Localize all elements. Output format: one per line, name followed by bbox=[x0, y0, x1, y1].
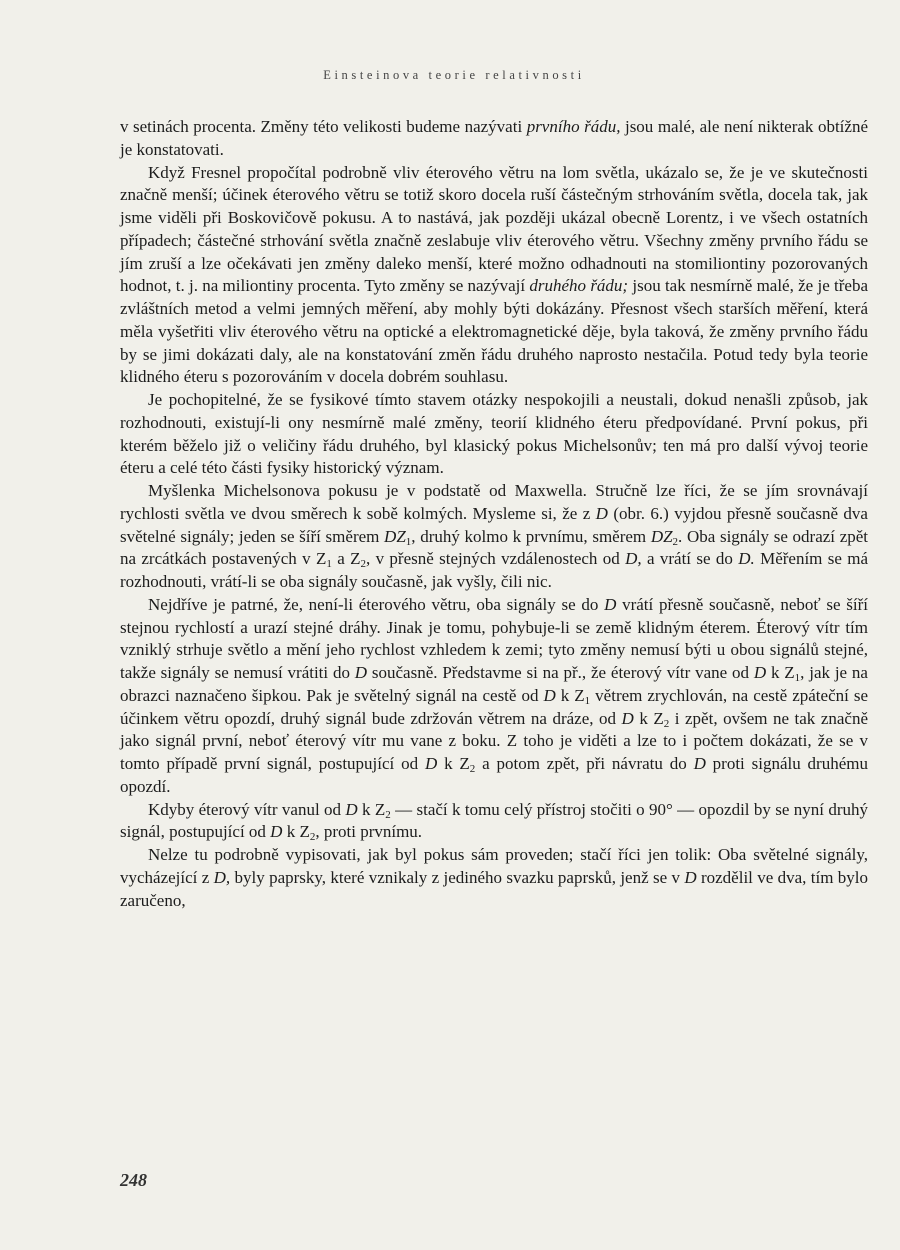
page-number: 248 bbox=[120, 1170, 147, 1190]
text-run: i zpět, ovšem ne tak značně jako signál první, neboť éterový vítr mu vane z boku. Z toho je viděti a lze to i počtem dokázati, že se v tomto případě první signál, postupující od bbox=[120, 708, 869, 773]
paragraph bbox=[120, 844, 868, 912]
subscript: 2 bbox=[385, 808, 391, 821]
subscript: 2 bbox=[469, 763, 476, 775]
text-run: a Z bbox=[331, 549, 361, 569]
text-run: Kdyby éterový vítr vanul od bbox=[148, 799, 346, 819]
subscript: 1 bbox=[405, 535, 412, 548]
subscript: 1 bbox=[326, 558, 332, 571]
paragraph bbox=[120, 799, 868, 845]
subscript: 2 bbox=[672, 535, 679, 548]
paragraph bbox=[120, 162, 868, 390]
text-run: v setinách procenta. Změny této velikosti budeme nazývati bbox=[120, 117, 527, 136]
text-run: , jak je na obrazci naznačeno šipkou. Pak je světelný signál na cestě od bbox=[120, 663, 868, 705]
paragraph bbox=[120, 594, 868, 799]
subscript: 1 bbox=[584, 694, 591, 707]
italic-text: druhého řádu; bbox=[529, 276, 629, 296]
paragraph bbox=[120, 389, 868, 480]
text-run: (obr. 6.) vyjdou přesně současně dva světelné signály; jeden se šíří směrem bbox=[120, 503, 868, 546]
italic-text: D, bbox=[625, 549, 642, 569]
italic-text: DZ bbox=[384, 526, 406, 546]
text-run: větrem zrychlován, na cestě zpáteční se účinkem větru opozdí, druhý signál bude zdržován větrem na dráze, od bbox=[120, 685, 869, 728]
italic-text: DZ bbox=[650, 526, 673, 546]
text-run: byly paprsky, které vznikaly z jediného svazku paprsků, jenž se v bbox=[230, 867, 685, 887]
subscript: 2 bbox=[663, 717, 670, 730]
italic-text: D, bbox=[213, 867, 231, 887]
text-run: současně. Představme si na př., že éterový vítr vane od bbox=[367, 663, 754, 682]
text-run: rozdělil ve dva, tím bylo zaručeno, bbox=[120, 867, 868, 910]
italic-text: D bbox=[354, 663, 368, 682]
paragraph bbox=[120, 480, 868, 594]
text-run: k Z bbox=[555, 685, 585, 705]
subscript: 1 bbox=[794, 672, 801, 684]
text-run: Nejdříve je patrné, že, není-li éterového větru, oba signály se do bbox=[148, 594, 605, 614]
paragraph bbox=[120, 116, 868, 162]
italic-text: D. bbox=[738, 549, 755, 569]
text-run: proti signálu druhému opozdí. bbox=[120, 754, 868, 796]
italic-text: D bbox=[753, 663, 767, 682]
italic-text: prvního řádu, bbox=[526, 117, 621, 136]
body-text bbox=[120, 116, 868, 912]
text-run: . Oba signály se odrazí zpět na zrcátkách postavených v Z bbox=[120, 526, 869, 569]
text-run: , proti prvnímu. bbox=[315, 822, 423, 842]
text-run: vrátí přesně současně, neboť se šíří stejnou rychlostí a urazí stejné dráhy. Jinak je tomu, pohybuje-li se země klidným éterem. Éterový vítr tím vzniklý strhuje světlo a mění jeho rychlost vzhledem k zemi; tyto změny nemusí býti u obou signálů stejné, takže signály se nemusí vrátiti do bbox=[120, 594, 868, 682]
text-run: Měřením se má rozhodnouti, vrátí-li se oba signály současně, jak vyšly, čili nic. bbox=[120, 549, 868, 591]
text-run: k Z bbox=[633, 708, 664, 728]
italic-text: D bbox=[604, 594, 617, 614]
subscript: 2 bbox=[360, 558, 366, 571]
italic-text: D bbox=[595, 503, 608, 523]
italic-text: D bbox=[543, 685, 556, 705]
text-run: Když Fresnel propočítal podrobně vliv éterového větru na lom světla, ukázalo se, že je ve skutečnosti značně menší; účinek éterového větru se totiž skoro docela ruší částečným strhováním světla, docela tak, jak jsme viděli při Boskovičově pokusu. A to nastává, jak později ukázal obecně Lorentz, i ve všech ostatních případech; částečné strhování světla značně zeslabuje vliv éterového větru. Všechny změny prvního řádu se jím zruší a lze očekávati jen změny daleko menší, které možno odhadnouti na stomiliontiny pozorovaných hodnot, t. j. na miliontiny procenta. Tyto změny se nazývají bbox=[120, 162, 868, 296]
italic-text: D bbox=[424, 754, 438, 773]
text-run: Myšlenka Michelsonova pokusu je v podstatě od Maxwella. Stručně lze říci, že se jím srovnávají rychlosti světla ve dvou směrech k sobě kolmých. Mysleme si, že z bbox=[120, 481, 868, 523]
text-run: , v přesně stejných vzdálenostech od bbox=[366, 549, 626, 569]
subscript: 2 bbox=[309, 831, 316, 844]
italic-text: D bbox=[693, 754, 706, 773]
text-run: Je pochopitelné, že se fysikové tímto stavem otázky nespokojili a neustali, dokud nenašli způsob, jak rozhodnouti, existují-li ony nesmírně malé změny, teorií klidného éteru předpovídané. První pokus, při kterém běželo již o veličiny řádu druhého, byl klasický pokus Michelsonův; ten má pro další vývoj teorie éteru a celé této části fysiky historický význam. bbox=[120, 390, 868, 478]
text-run: k Z bbox=[282, 822, 310, 842]
text-run: a potom zpět, při návratu do bbox=[475, 754, 694, 773]
italic-text: D bbox=[684, 867, 697, 887]
text-run: a vrátí se do bbox=[641, 549, 739, 569]
italic-text: D bbox=[621, 708, 634, 728]
italic-text: D bbox=[345, 799, 358, 819]
text-run: k Z bbox=[357, 799, 386, 819]
text-run: Nelze tu podrobně vypisovati, jak byl pokus sám proveden; stačí říci jen tolik: Oba světelné signály, vycházející z bbox=[120, 845, 868, 887]
text-run: jsou tak nesmírně malé, že je třeba zvláštních metod a velmi jemných měření, aby mohly býti dokázány. Přesnost všech starších měření, která měla vyšetřiti vliv éterového větru na optické a elektromagnetické děje, byla taková, že změny prvního řádu by se jimi dokázati daly, ale na konstatování změn řádu druhého naprosto nestačila. Potud tedy byla teorie klidného éteru s pozorováním v docela dobrém souhlasu. bbox=[120, 276, 868, 387]
text-run: k Z bbox=[437, 754, 470, 773]
text-run: k Z bbox=[766, 663, 795, 682]
text-run: — stačí k tomu celý přístroj stočiti o 90° — opozdil by se nyní druhý signál, postupující od bbox=[120, 799, 868, 842]
text-run: , druhý kolmo k prvnímu, směrem bbox=[411, 526, 651, 546]
running-head: Einsteinova teorie relativnosti bbox=[323, 68, 585, 82]
text-run: jsou malé, ale není nikterak obtížné je konstatovati. bbox=[120, 117, 868, 159]
italic-text: D bbox=[270, 822, 283, 842]
